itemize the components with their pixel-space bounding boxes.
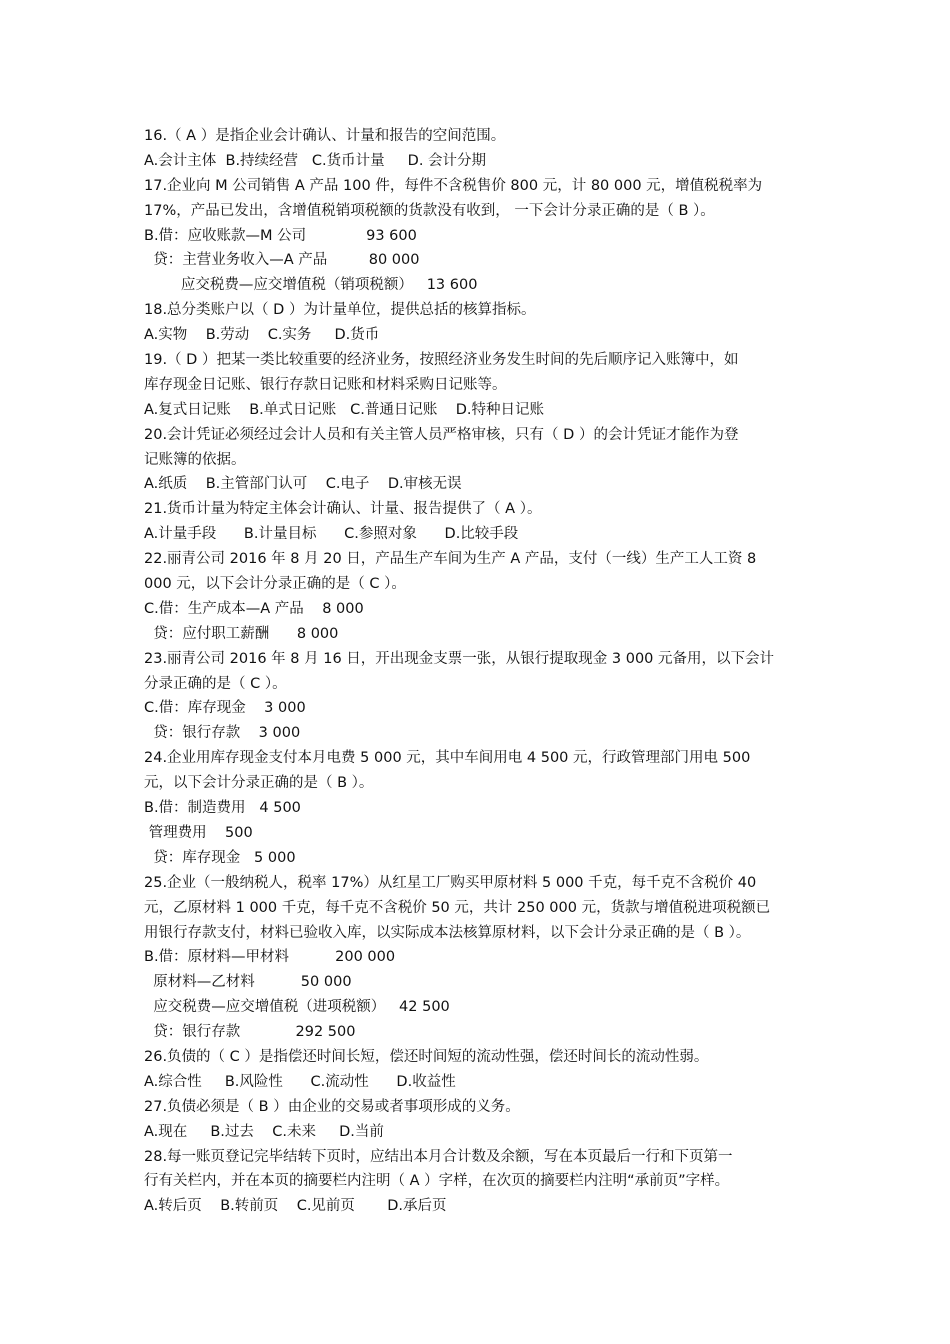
text-line: 28.每一账页登记完毕结转下页时，应结出本月合计数及余额，写在本页最后一行和下页第一 [144,1148,733,1165]
text-line: 17.企业向 M 公司销售 A 产品 100 件，每件不含税售价 800 元，计 80 000 元，增值税税率为 [144,177,763,194]
text-line: 用银行存款支付，材料已验收入库，以实际成本法核算原材料，以下会计分录正确的是（ B ）。 [144,924,751,941]
text-line: 18.总分类账户以（ D ）为计量单位，提供总括的核算指标。 [144,302,536,319]
text-line: C.借：库存现金 3 000 [144,700,306,717]
text-line: 16.（ A ）是指企业会计确认、计量和报告的空间范围。 [144,128,506,144]
text-line: 原材料—乙材料 50 000 [144,974,352,991]
text-line: 26.负债的（ C ）是指偿还时间长短，偿还时间短的流动性强，偿还时间长的流动性弱。 [144,1048,709,1065]
text-line: 贷：银行存款 292 500 [144,1024,356,1041]
text-line: A.综合性 B.风险性 C.流动性 D.收益性 [144,1073,456,1090]
text-line: 17%，产品已发出，含增值税销项税额的货款没有收到， 一下会计分录正确的是（ B ）。 [144,202,715,219]
text-line: 22.丽青公司 2016 年 8 月 20 日，产品生产车间为生产 A 产品，支付（一线）生产工人工资 8 [144,551,757,568]
text-line: 21.货币计量为特定主体会计确认、计量、报告提供了（ A ）。 [144,501,542,518]
document-body [144,124,812,1219]
text-line: 27.负债必须是（ B ）由企业的交易或者事项形成的义务。 [144,1098,520,1115]
text-line: A.现在 B.过去 C.未来 D.当前 [144,1123,384,1140]
text-line: C.借：生产成本—A 产品 8 000 [144,600,364,617]
text-line: 分录正确的是（ C ）。 [144,675,287,692]
text-line: 贷：银行存款 3 000 [144,725,301,742]
text-line: 19.（ D ）把某一类比较重要的经济业务，按照经济业务发生时间的先后顺序记入账簿中，如 [144,352,739,369]
text-line: B.借：原材料—甲材料 200 000 [144,949,396,966]
text-line: B.借：应收账款—M 公司 93 600 [144,227,417,244]
text-line: 20.会计凭证必须经过会计人员和有关主管人员严格审核，只有（ D ）的会计凭证才能作为登 [144,426,739,443]
text-line: A.纸质 B.主管部门认可 C.电子 D.审核无误 [144,476,462,493]
text-line: 元，以下会计分录正确的是（ B ）。 [144,775,374,792]
text-line: A.复式日记账 B.单式日记账 C.普通日记账 D.特种日记账 [144,401,545,418]
text-line: A.计量手段 B.计量目标 C.参照对象 D.比较手段 [144,526,519,543]
text-line: 贷：主营业务收入—A 产品 80 000 [144,252,420,269]
text-line: 元，乙原材料 1 000 千克，每千克不含税价 50 元，共计 250 000 元，货款与增值税进项税额已 [144,899,771,916]
text-line: 贷：应付职工薪酬 8 000 [144,625,339,642]
text-line: A.会计主体 B.持续经营 C.货币计量 D. 会计分期 [144,152,487,169]
text-line: 管理费用 500 [144,824,253,841]
text-line: 应交税费—应交增值税（进项税额） 42 500 [144,999,450,1016]
text-line: 25.企业（一般纳税人，税率 17%）从红星工厂购买甲原材料 5 000 千克，每千克不含税价 40 [144,874,757,891]
text-line: 应交税费—应交增值税（销项税额） 13 600 [144,277,478,294]
text-line: 库存现金日记账、银行存款日记账和材料采购日记账等。 [144,376,507,393]
text-line: B.借：制造费用 4 500 [144,800,301,817]
text-line: 24.企业用库存现金支付本月电费 5 000 元，其中车间用电 4 500 元，行政管理部门用电 500 [144,750,751,767]
text-line: A.实物 B.劳动 C.实务 D.货币 [144,327,380,344]
text-line: 贷：库存现金 5 000 [144,849,296,866]
text-line: A.转后页 B.转前页 C.见前页 D.承后页 [144,1198,447,1215]
text-line: 行有关栏内，并在本页的摘要栏内注明（ A ）字样，在次页的摘要栏内注明“承前页”字样。 [144,1173,730,1190]
text-line: 23.丽青公司 2016 年 8 月 16 日，开出现金支票一张，从银行提取现金 3 000 元备用，以下会计 [144,650,775,667]
text-line: 000 元，以下会计分录正确的是（ C ）。 [144,576,406,593]
text-line: 记账簿的依据。 [144,451,246,468]
